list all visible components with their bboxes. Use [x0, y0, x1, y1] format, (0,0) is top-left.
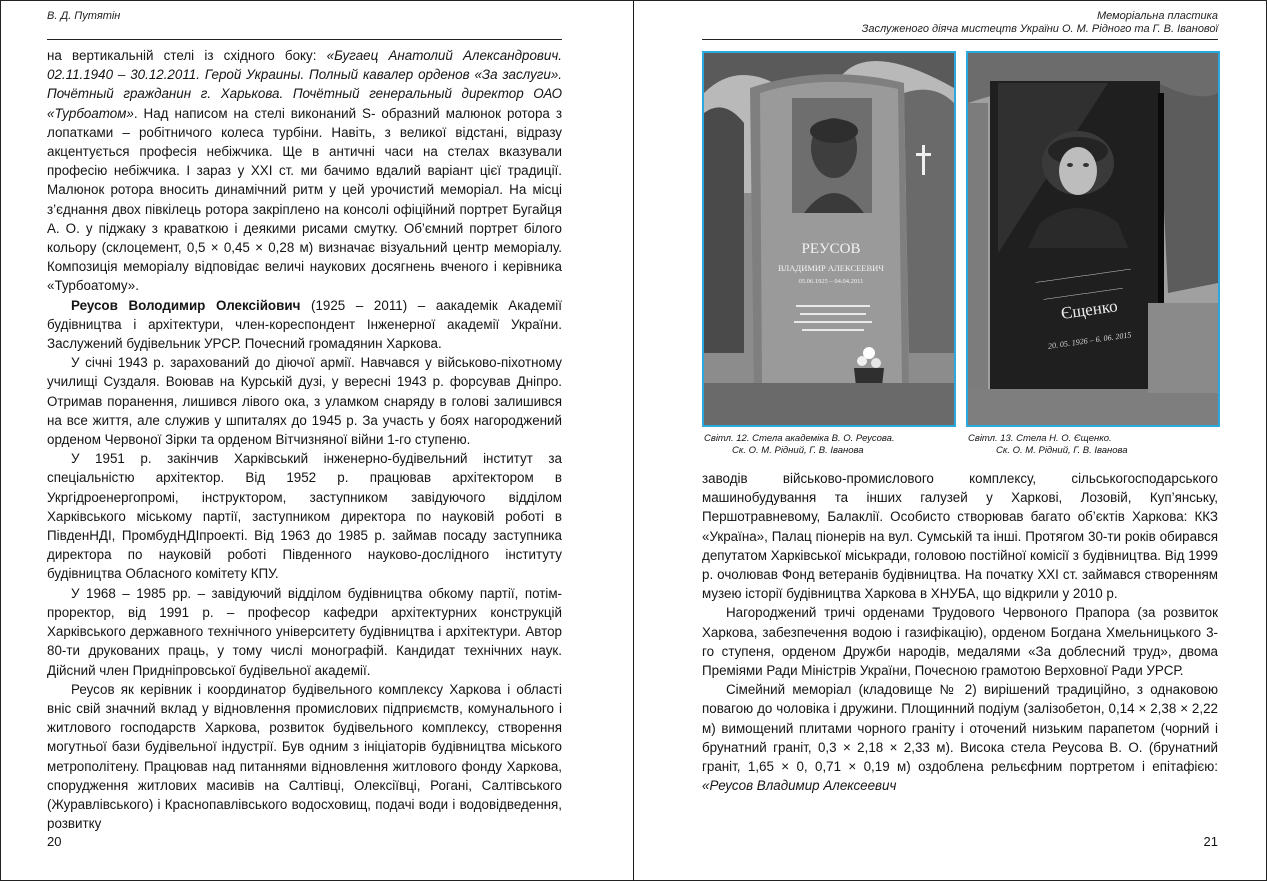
running-head-line-1: Меморіальна пластика — [1096, 10, 1218, 22]
photo-yeshchenko-stele — [966, 51, 1220, 427]
paragraph — [47, 449, 562, 583]
paragraph — [702, 680, 1218, 795]
yeshchenko-stele-image — [968, 53, 1218, 425]
reusov-stele-image — [704, 53, 954, 425]
left-body-text — [47, 46, 562, 833]
paragraph — [47, 46, 562, 296]
right-page — [702, 0, 1218, 881]
text-run: У 1951 р. закінчив Харківський інженерно-будівельний інститут за спеціальністю архітектор. Від 1952 р. працював архітектором в Укргідроенергопромі, інструктором, заступником завідуючого відділом Харківського міському партії, заступником директора по науковій роботі в ПівденНДІ, ПромбудНДІпроекті. Від 1963 до 1985 р. займав посаду заступника директора по науковій роботі Південного науково-дослідного інституту будівництва Обласного комітету КПУ. — [47, 451, 562, 582]
text-run: (1925 – 2011) – аакадемік Академії будівництва і архітектури, член-кореспондент Інженерної академії України. Заслужений будівельник УРСР. Почесний громадянин Харкова. — [47, 297, 562, 352]
yeshchenko-inscription-surname: Єщенко — [1059, 296, 1119, 323]
caption-12-credit: Ск. О. М. Рідний, Г. В. Іванова — [732, 445, 864, 456]
photo-reusov-stele — [702, 51, 956, 427]
text-run: Реусов Володимир Олексійович — [71, 297, 301, 313]
text-run: Реусов як керівник і координатор будівельного комплексу Харкова і області вніс свій значний вклад у відновлення промислових підприємств, комунального і житлового господарств Харкова, розвиток будівельного комплексу, створення могутньої бази будівельної індустрії. Був одним з ініціаторів будівництва міського метрополітену. Працював над питаннями відновлення житлового фонду Харкова, спорудження житлових масивів на Салтівці, Олексіївці, Рогані, Салтівського (Журавлівського) і Краснопавлівського водосховищ, подачі води і водовідведення, розвитку — [47, 681, 562, 832]
book-spine — [633, 0, 634, 881]
paragraph — [47, 584, 562, 680]
text-run: . Над написом на стелі виконаний S- образний малюнок ротора з лопатками – робітничого колеса турбіни. Навіть, з великої відстані, відразу акцентується професія небіжчика. Ще в античні часи на стелах вказували професію небіжчика. І зараз у ХХІ ст. ми бачимо вдалий варіант цієї традиції. Малюнок ротора вносить динамічний ритм у цей урочистий меморіал. На місці з’єднання двох півкілець ротора закріплено на консолі офіційний портрет Бугайця А. О. у піджаку з краваткою і деякими рисами смутку. Об’ємний портрет білого кольору (склоцемент, 0,5 × 0,45 × 0,28 м) визначає візуальний центр меморіалу. Композиція меморіалу відповідає величі наукових досягнень вченого і керівника «Турбоатому». — [47, 105, 562, 294]
header-rule — [702, 39, 1218, 40]
left-page — [47, 0, 562, 881]
caption-13-title: Світл. 13. Стела Н. О. Єщенко. — [968, 433, 1112, 444]
reusov-inscription-dates: 05.06.1925 – 04.04.2011 — [798, 278, 864, 285]
text-run: на вертикальній стелі із східного боку: — [47, 48, 327, 63]
paragraph — [47, 296, 562, 354]
caption-12-title: Світл. 12. Стела академіка В. О. Реусова. — [704, 433, 895, 444]
text-run: заводів військово-промислового комплексу, сільськогосподарського машинобудування та інших галузей у Харкові, Лозовій, Куп’янську, Першотравневому, Балаклії. Особисто створював багато об’єктів Харкова: ККЗ «Україна», Палац піонерів на вул. Сумській та інші. Протягом 30-ти років обирався депутатом Харківської міськради, головою постійної комісії з будівництва. Від 1999 р. очолював Фонд ветеранів будівництва. На початку ХХІ ст. займався створенням музею історії будівництва Харкова в ХНУБА, що відкрили у 2010 р. — [702, 471, 1218, 602]
text-run: «Реусов Владимир Алексеевич — [702, 778, 897, 794]
paragraph — [702, 469, 1218, 603]
running-head-author: В. Д. Путятін — [47, 10, 121, 22]
reusov-inscription-name: РЕУСОВ — [801, 241, 861, 257]
page-number-right: 21 — [1203, 834, 1218, 849]
caption-13-credit: Ск. О. М. Рідний, Г. В. Іванова — [996, 445, 1128, 456]
text-run: Сімейний меморіал (кладовище № 2) вирішений традиційно, з однаковою повагою до чоловіка і дружини. Площинний подіум (залізобетон, 0,14 × 2,38 × 2,22 м) вимощений плитами чорного граніту і оточений низьким парапетом (чорний і брунатний граніт, 0,3 × 2,18 × 2,33 м). Висока стела Реусова В. О. (брунатний граніт, 1,65 × 0, 0,71 × 0,19 м) оздоблена рельєфним портретом і епітафією: — [702, 682, 1218, 775]
paragraph — [47, 680, 562, 834]
paragraph — [47, 353, 562, 449]
header-rule — [47, 39, 562, 40]
page-number-left: 20 — [47, 834, 62, 849]
text-run: «Бугаец Анатолий Александрович. 02.11.1940 – 30.12.2011. Герой Украины. Полный кавалер орденов «За заслуги». Почётный гражданин г. Харькова. Почётный генеральный директор ОАО «Турбоатом» — [47, 48, 562, 121]
right-body-text — [702, 469, 1218, 795]
running-head-title — [862, 10, 1218, 36]
text-run: Нагороджений тричі орденами Трудового Червоного Прапора (за розвиток Харкова, забезпечення водою і газифікацію), орденом Богдана Хмельницького 3-го ступеня, орденом Дружби народів, медалями «За доблесний труд», двома Преміями Ради Міністрів України, Почесною грамотою Верховної Ради УРСР. — [702, 605, 1218, 679]
caption-photo-13 — [968, 433, 1218, 457]
yeshchenko-inscription-dates: 20. 05. 1926 – 6. 06. 2015 — [1047, 330, 1132, 351]
reusov-inscription-patronym: ВЛАДИМИР АЛЕКСЕЕВИЧ — [778, 263, 884, 273]
text-run: У 1968 – 1985 рр. – завідуючий відділом будівництва обкому партії, потім-проректор, від 1991 р. – професор кафедри архітектурних конструкцій Харківського державного технічного університету будівництва і архітектури. Автор 80-ти друкованих праць, у тому числі монографій. Кандидат технічних наук. Дійсний член Придніпровської будівельної академії. — [47, 585, 562, 678]
text-run: У січні 1943 р. зарахований до діючої армії. Навчався у військово-піхотному училищі Суздаля. Воював на Курській дузі, у вересні 1943 р. форсував Дніпро. Отримав поранення, лишився лівого ока, з уламком снаряду в голові залишився на все життя, але служив у шпиталях до 1945 р. За участь у боях нагороджений орденом Червоної Зірки та орденом Вітчизняної війни 1-го ступеню. — [47, 355, 562, 448]
caption-photo-12 — [704, 433, 954, 457]
paragraph — [702, 603, 1218, 680]
svg-text:____________________: ____________________ — [1042, 280, 1123, 301]
svg-text:________________________: ________________________ — [1034, 261, 1131, 284]
running-head-line-2: Заслуженого діяча мистецтв України О. М. Рідного та Г. В. Іванової — [861, 23, 1218, 35]
